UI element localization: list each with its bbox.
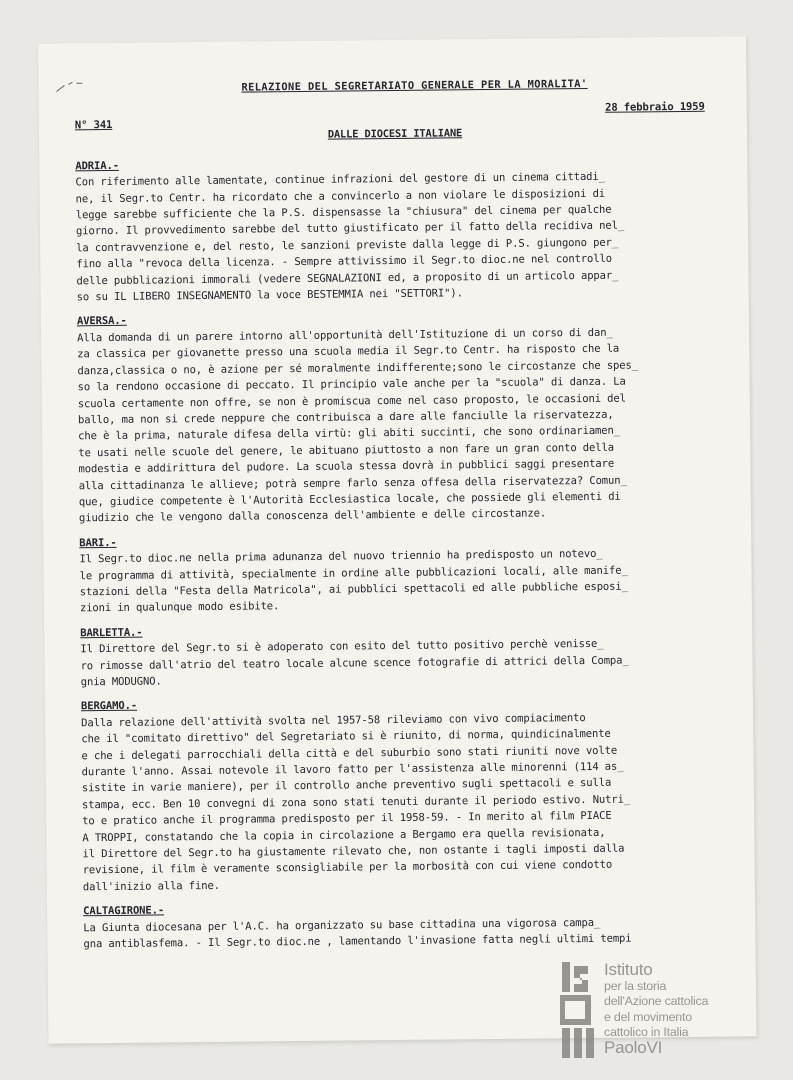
document-page: [38, 36, 756, 1043]
entry-heading: ADRIA.-: [75, 159, 119, 173]
document-number: N° 341: [74, 119, 113, 132]
institute-name: [604, 962, 708, 1057]
entry-caltagirone: [83, 897, 723, 953]
institute-line: e del movimento: [604, 1009, 692, 1024]
section-title: DALLE DIOCESI ITALIANE: [327, 127, 463, 142]
entry-heading: BARI.-: [79, 536, 117, 550]
institute-logo-icon: [560, 960, 600, 1060]
entry-bergamo: [81, 692, 723, 896]
entry-body: Alla domanda di un parere intorno all'opportunità dell'Istituzione di un corso di dan_ za classica per giovanette presso una scuola media il Segr.to Centr. ha risposto che la danza,classica o no, è azione per sé moralmente indifferente;sono le circostanze che spes_ so la rendono occasione di peccato. Il principio vale anche per la "scuola" di danza. La scuola certamente non offre, se non è promiscua come nel caso proposto, le occasioni del ballo, ma non si crede neppure che contribuisca a dare alle fanciulle la riservatezza, che è la prima, naturale difesa della virtù: gli abiti succinti, che sono ordinariamen_ te usati nelle scuole del genere, le abituano piuttosto a non fare un gran conto della modestia e addirittura del pudore. La scuola stessa dovrà in pubblici saggi presentare alla cittadinanza le allieve; potrà sempre farlo senza offesa della riservatezza? Comun_ que, giudice competente è l'Autorità Ecclesiastica locale, che possiede gli elementi di giudizio che le vengono dalla conoscenza dell'ambiente e delle circostanze.: [77, 326, 639, 525]
entry-heading: AVERSA.-: [76, 315, 127, 328]
institute-line: per la storia: [604, 979, 667, 994]
institute-line: dell'Azione cattolica: [604, 994, 709, 1009]
document-date: 28 febbraio 1959: [605, 101, 705, 115]
entry-bari: [79, 528, 720, 617]
institute-line: Istituto: [604, 960, 653, 979]
institute-watermark: [560, 960, 760, 1060]
entry-heading: CALTAGIRONE.-: [83, 904, 165, 918]
entry-body: Il Direttore del Segr.to si è adoperato con esito del tutto positivo perchè venisse_ ro rimosse dall'atrio del teatro locale alcune scence fotografie di attrici della Compa_ gnia MODUGNO.: [80, 638, 629, 689]
entry-body: La Giunta diocesana per l'A.C. ha organizzato su base cittadina una vigorosa campa_ gna antiblasfema. - Il Segr.to dioc.ne , lamentando l'invasione fatta negli ultimi tempi: [83, 916, 632, 951]
institute-line: cattolico in Italia: [604, 1024, 689, 1039]
typed-text: [74, 75, 723, 961]
entry-adria: [75, 151, 717, 305]
entry-barletta: [80, 618, 721, 690]
entry-body: Dalla relazione dell'attività svolta nel 1957-58 rileviamo con vivo compiacimento che il "comitato direttivo" del Segretariato si è riunito, di norma, quindicinalmente e che i delegati parrocchiali della città e del suburbio sono stati riuniti nove volte durante l'anno. Assai notevole il lavoro fatto per l'assistenza alle minorenni (114 as_ sistite in varie maniere), per il controllo anche preventivo sugli spettacoli e sulla stampa, ecc. Ben 10 convegni di zona sono stati tenuti durante il periodo estivo. Nutri_ to e pratico anche il programma predisposto per il 1958-59. - In merito al film PIACE A TROPPI, constatando che la copia in circolazione a Bergamo era quella revisionata, il Direttore del Segr.to ha giustamente rilevato che, non ostante i tagli imposti dalla revisione, il film è veramente sconsigliabile per la morbosità con cui viene condotto dall'inizio alla fine.: [81, 711, 631, 894]
entry-aversa: [77, 307, 719, 527]
document-title: RELAZIONE DEL SEGRETARIATO GENERALE PER LA MORALITA': [241, 77, 588, 94]
entry-body: Con riferimento alle lamentate, continue infrazioni del gestore di un cinema cittadi_ ne, il Segr.to Centr. ha ricordato che a convincerlo a non violare le disposizioni di legge sarebbe sufficiente che la P.S. dispensasse la "chiusura" del cinema per qualche giorno. Il provvedimento sarebbe del tutto giustificato per il fatto della recidiva nel_ la contravvenzione e, del resto, le sanzioni previste dalla legge di P.S. giungono per_ fino alla "revoca della licenza. - Sempre attivissimo il Segr.to dioc.ne nel controllo delle pubblicazioni immorali (vedere SEGNALAZIONI ed, a proposito di un articolo appar_ so su IL LIBERO INSEGNAMENTO la voce BESTEMMIA nei "SETTORI").: [75, 170, 625, 304]
entry-heading: BERGAMO.-: [80, 700, 138, 713]
entry-body: Il Segr.to dioc.ne nella prima adunanza del nuovo triennio ha predisposto un notevo_ le programma di attività, specialmente in ordine alle pubblicazioni locali, alle manife_ stazioni della "Festa della Matricola", ai pubblici spettacoli ed alle pubbliche esposi_ zioni in qualunque modo esibite.: [79, 547, 628, 615]
institute-line: PaoloVI: [604, 1038, 663, 1058]
entry-heading: BARLETTA.-: [80, 626, 143, 640]
